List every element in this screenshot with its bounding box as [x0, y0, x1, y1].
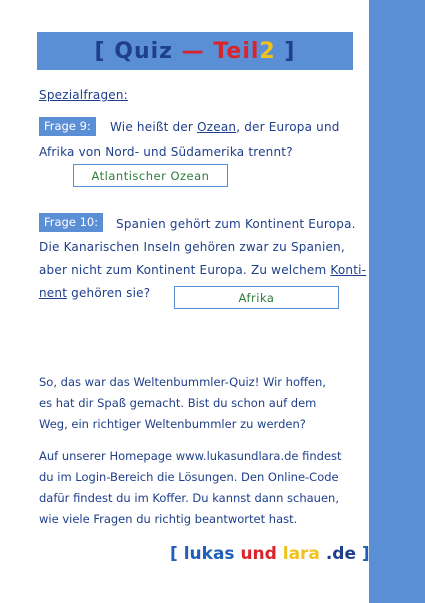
question-10-line-1: Spanien gehört zum Kontinent Europa.: [116, 217, 356, 231]
question-10-line-3: aber nicht zum Kontinent Europa. Zu welchem Konti-: [39, 263, 367, 277]
question-9-badge: Frage 9:: [39, 117, 96, 136]
title-number: 2: [259, 38, 276, 64]
question-10-badge: Frage 10:: [39, 213, 103, 232]
closing-p2-line-4: wie viele Fragen du richtig beantwortet hast.: [39, 512, 298, 526]
closing-paragraph-1: [39, 372, 326, 435]
question-9-answer-box[interactable]: [73, 164, 228, 187]
question-10-line-4: nent gehören sie?: [39, 286, 151, 300]
title-bracket-open: [: [94, 38, 115, 64]
title-dash: —: [172, 38, 214, 64]
title-teil: Teil: [213, 38, 260, 64]
brand-und: und: [234, 544, 283, 564]
closing-p2-line-3: dafür findest du im Koffer. Du kannst dann schauen,: [39, 491, 339, 505]
side-bar: [369, 0, 425, 603]
closing-p1-line-3: Weg, ein richtiger Weltenbummler zu werden?: [39, 417, 306, 431]
page-title: [37, 32, 353, 70]
title-bracket-close: ]: [275, 38, 296, 64]
question-10-answer-box[interactable]: [174, 286, 339, 309]
section-heading: Spezialfragen:: [39, 88, 128, 102]
question-9-line-1: Wie heißt der Ozean, der Europa und: [110, 120, 340, 134]
closing-p2-line-1: Auf unserer Homepage www.lukasundlara.de findest: [39, 449, 342, 463]
kontinent-link-part-2: nent: [39, 286, 68, 300]
question-9-answer: Atlantischer Ozean: [91, 168, 210, 183]
question-10-line-2: Die Kanarischen Inseln gehören zwar zu Spanien,: [39, 240, 345, 254]
brand-logo: [ lukas und lara .de ]: [170, 544, 370, 564]
brand-tld: .de: [319, 544, 356, 564]
question-9-line-2: Afrika von Nord- und Südamerika trennt?: [39, 145, 293, 159]
closing-paragraph-2: [39, 446, 342, 530]
question-10-answer: Afrika: [238, 290, 275, 305]
closing-p2-line-2: du im Login-Bereich die Lösungen. Den Online-Code: [39, 470, 339, 484]
brand-lukas: lukas: [183, 544, 235, 564]
title-quiz: Quiz: [114, 38, 173, 64]
closing-p1-line-2: es hat dir Spaß gemacht. Bist du schon auf dem: [39, 396, 317, 410]
brand-lara: lara: [282, 544, 320, 564]
closing-p1-line-1: So, das war das Weltenbummler-Quiz! Wir hoffen,: [39, 375, 326, 389]
ozean-link: Ozean: [197, 120, 237, 134]
kontinent-link-part-1: Konti-: [330, 263, 367, 277]
